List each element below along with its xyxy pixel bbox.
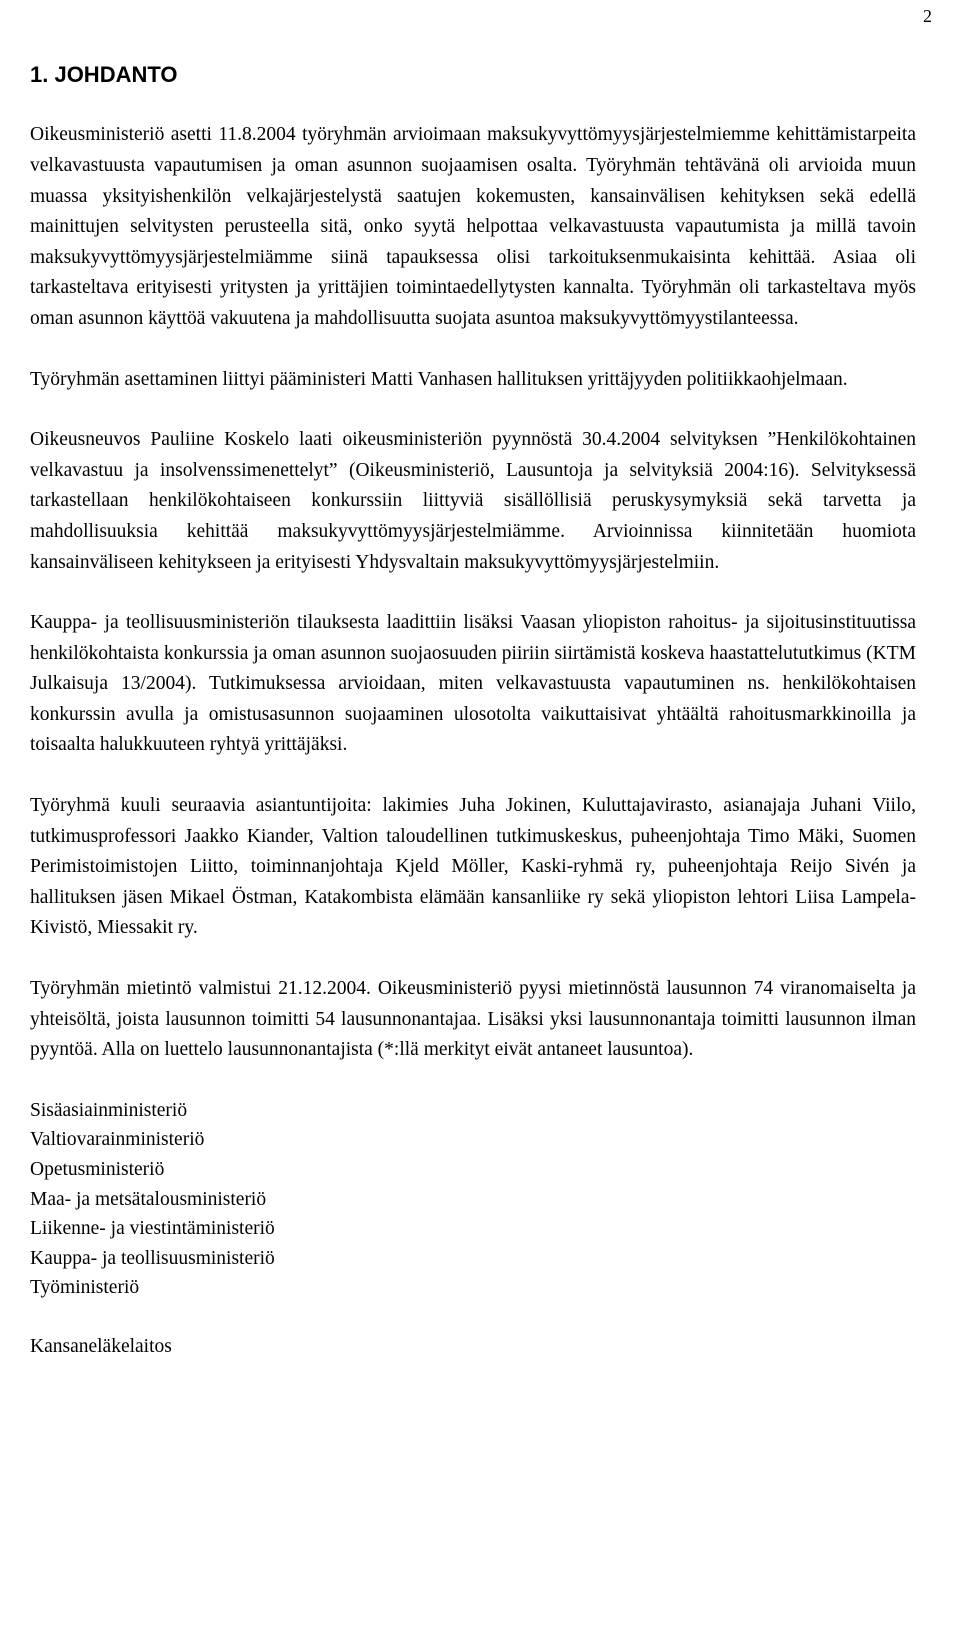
list-item: Sisäasiainministeriö bbox=[30, 1099, 188, 1121]
list-item: Kansaneläkelaitos bbox=[30, 1335, 172, 1357]
paragraph-vaasa-study: Kauppa- ja teollisuusministeriön tilauksesta laadittiin lisäksi Vaasan yliopiston rahoitus- ja sijoitusinstituutissa henkilökohtaista konkurssia ja oman asunnon suojaosuuden piiriin siirtämistä koskeva haastattelututkimus (KTM Julkaisuja 13/2004). Tutkimuksessa arvioidaan, miten velkavastuusta vapautuminen ns. henkilökohtaisen konkurssin avulla ja omistusasunnon suojaaminen ulosotolta vaikuttaisivat yhtäältä rahoitusmarkkinoilla ja toisaalta halukkuuteen ryhtyä yrittäjäksi. bbox=[30, 612, 916, 756]
list-item: Maa- ja metsätalousministeriö bbox=[30, 1188, 267, 1210]
paragraph-intro: Oikeusministeriö asetti 11.8.2004 työryhmän arvioimaan maksukyvyttömyysjärjestelmiemme kehittämistarpeita velkavastuusta vapautumisen ja oman asunnon suojaamisen osalta. Työryhmän tehtävänä oli arvioida muun muassa yksityishenkilön velkajärjestelystä saatujen kokemusten, kansainvälisen kehityksen sekä edellä mainittujen selvitysten perusteella sitä, onko syytä helpottaa velkavastuusta vapautumista ja millä tavoin maksukyvyttömyysjärjestelmiämme siinä tapauksessa olisi tarkoituksenmukaisinta kehittää. Asiaa oli tarkasteltava erityisesti yritysten ja yrittäjien toimintaedellytysten kannalta. Työryhmän oli tarkasteltava myös oman asunnon käyttöä vakuutena ja mahdollisuutta suojata asuntoa maksukyvyttömyystilanteessa. bbox=[30, 124, 916, 329]
paragraph-koskelo-report: Oikeusneuvos Pauliine Koskelo laati oikeusministeriön pyynnöstä 30.4.2004 selvityksen ”Henkilökohtainen velkavastuu ja insolvenssimenettelyt” (Oikeusministeriö, Lausuntoja ja selvityksiä 2004:16). Selvityksessä tarkastellaan henkilökohtaiseen konkurssiin liittyviä sisällöllisiä peruskysymyksiä sekä tarvetta ja mahdollisuuksia kehittää maksukyvyttömyysjärjestelmiämme. Arvioinnissa kiinnitetään huomiota kansainväliseen kehitykseen ja erityisesti Yhdysvaltain maksukyvyttömyysjärjestelmiin. bbox=[30, 429, 916, 573]
list-item: Valtiovarainministeriö bbox=[30, 1129, 205, 1151]
paragraph-statements: Työryhmän mietintö valmistui 21.12.2004. Oikeusministeriö pyysi mietinnöstä lausunnon 74 viranomaiselta ja yhteisöltä, joista lausunnon toimitti 54 lausunnonantajaa. Lisäksi yksi lausunnonantaja toimitti lausunnon ilman pyyntöä. Alla on luettelo lausunnonantajista (*:llä merkityt eivät antaneet lausuntoa). bbox=[30, 978, 916, 1061]
paragraph-policy-programme: Työryhmän asettaminen liittyi pääministeri Matti Vanhasen hallituksen yrittäjyyden politiikkaohjelmaan. bbox=[30, 368, 848, 390]
section-heading: 1. JOHDANTO bbox=[30, 62, 178, 87]
list-item: Kauppa- ja teollisuusministeriö bbox=[30, 1247, 275, 1269]
document-body bbox=[30, 62, 916, 1362]
page-number: 2 bbox=[923, 6, 932, 26]
list-item: Opetusministeriö bbox=[30, 1159, 165, 1181]
list-item: Työministeriö bbox=[30, 1277, 140, 1299]
recipient-list bbox=[30, 1096, 916, 1362]
paragraph-experts: Työryhmä kuuli seuraavia asiantuntijoita: lakimies Juha Jokinen, Kuluttajavirasto, asianajaja Juhani Viilo, tutkimusprofessori Jaakko Kiander, Valtion taloudellinen tutkimuskeskus, puheenjohtaja Timo Mäki, Suomen Perimistoimistojen Liitto, toiminnanjohtaja Kjeld Möller, Kaski-ryhmä ry, puheenjohtaja Reijo Sivén ja hallituksen jäsen Mikael Östman, Katakombista elämään kansanliike ry sekä yliopiston lehtori Liisa Lampela-Kivistö, Miessakit ry. bbox=[30, 795, 916, 939]
list-item: Liikenne- ja viestintäministeriö bbox=[30, 1218, 275, 1240]
